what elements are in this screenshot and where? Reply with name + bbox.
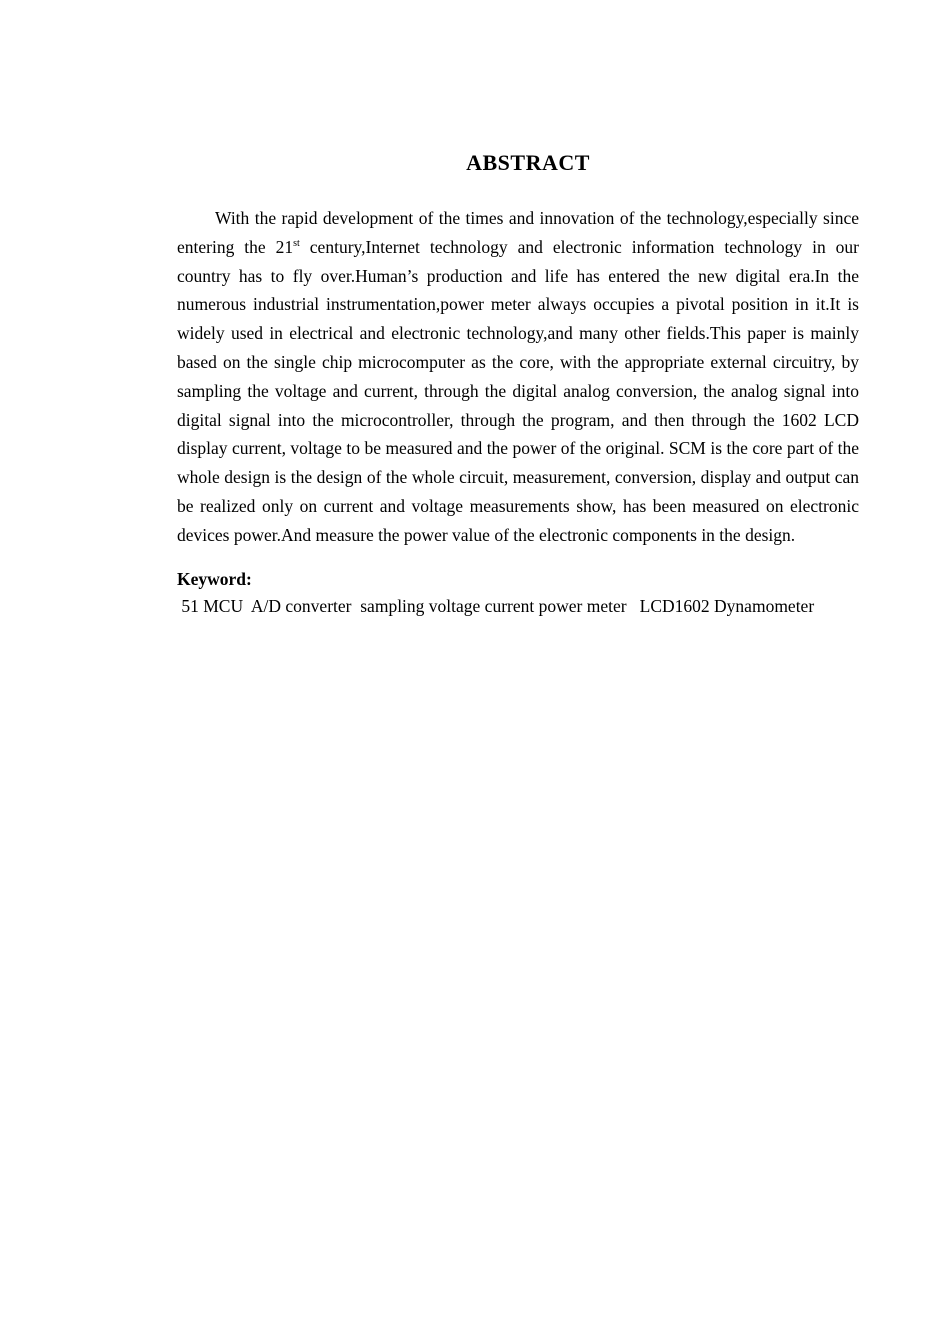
keyword-item: Dynamometer <box>714 595 815 616</box>
abstract-text-part1: With the rapid development of the times and innovation of the technology,especially since entering the 21 <box>177 208 859 257</box>
keyword-item: sampling voltage current power meter <box>360 595 640 616</box>
keyword-item: LCD1602 <box>639 595 715 616</box>
abstract-paragraph <box>177 204 859 550</box>
keyword-item: A/D converter <box>250 595 361 616</box>
abstract-section <box>177 150 859 620</box>
keyword-item: 51 MCU <box>177 595 251 616</box>
abstract-superscript: st <box>293 237 300 249</box>
keywords-line <box>177 566 859 620</box>
keywords-label: Keyword: <box>177 568 252 589</box>
page-title: ABSTRACT <box>466 150 590 175</box>
abstract-text-part2: century,Internet technology and electronic information technology in our country has to fly over.Human’s production and life has entered the new digital era.In the numerous industrial instrumentation,power meter always occupies a pivotal position in it.It is widely used in electrical and electronic technology,and many other fields.This paper is mainly based on the single chip microcomputer as the core, with the appropriate external circuitry, by sampling the voltage and current, through the digital analog conversion, the analog signal into digital signal into the microcontroller, through the program, and then through the 1602 LCD display current, voltage to be measured and the power of the original. SCM is the core part of the whole design is the design of the whole circuit, measurement, conversion, display and output can be realized only on current and voltage measurements show, has been measured on electronic devices power.And measure the power value of the electronic components in the design. <box>177 236 859 545</box>
